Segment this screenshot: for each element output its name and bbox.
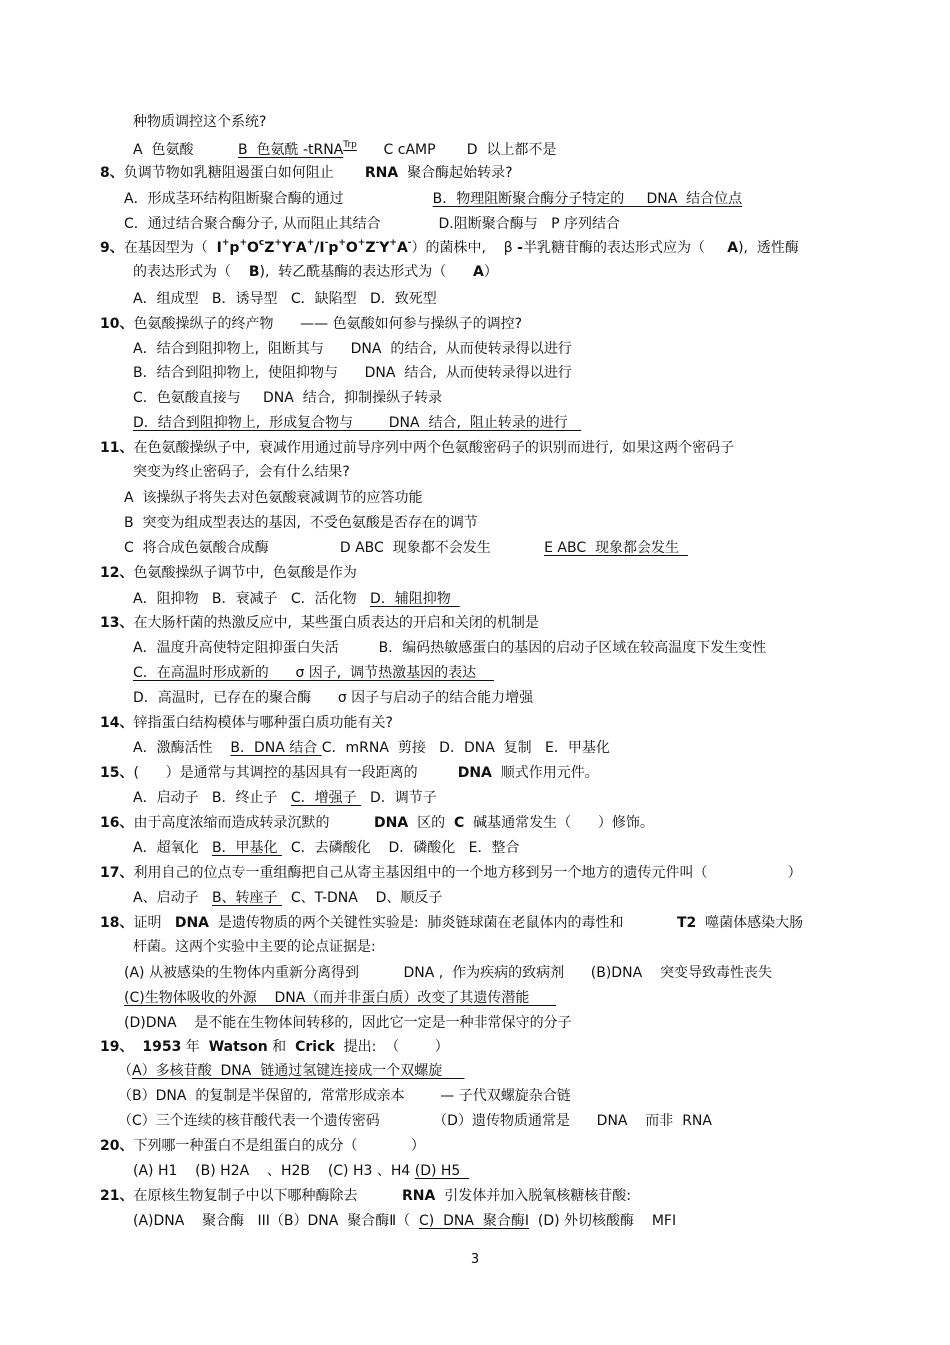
line-text: Watson <box>208 1039 268 1055</box>
answer-text: E ABC 现象都会发生 <box>544 540 688 556</box>
line-text: D．调节子 <box>361 790 437 806</box>
line-text: 15、 <box>100 765 134 781</box>
text-line <box>100 438 734 458</box>
line-text: （C）三个连续的核苷酸代表一个遗传密码 （D）遗传物质通常是 DNA 而非 RNA <box>118 1113 712 1129</box>
line-text: 18、 <box>100 915 134 931</box>
line-text: - <box>324 238 329 248</box>
line-text: DNA <box>374 815 409 831</box>
answer-text: B 色氨酰 -tRNA <box>237 142 344 158</box>
text-line <box>133 888 442 908</box>
line-text: 9、 <box>100 240 124 256</box>
text-line <box>100 163 513 183</box>
text-line <box>133 688 533 708</box>
text-line <box>133 289 437 309</box>
line-text: ） <box>483 264 498 280</box>
text-line <box>133 413 581 433</box>
line-text: + <box>221 238 230 248</box>
line-text: c <box>258 238 265 248</box>
line-text: A <box>473 264 484 280</box>
line-text: 色氨酸操纵子的终产物 —— 色氨酸如何参与操纵子的调控? <box>133 316 523 332</box>
text-line <box>100 238 799 258</box>
line-text: 负调节物如乳糖阻遏蛋白如何阻止 <box>123 165 365 181</box>
line-text: RNA <box>402 1188 436 1204</box>
line-text: C cAMP D 以上都不是 <box>356 142 557 158</box>
line-text: 11、 <box>100 440 134 456</box>
answer-text: B．甲基化 <box>211 840 282 856</box>
text-line <box>124 214 620 234</box>
line-text: 下列哪一种蛋白不是组蛋白的成分（ ） <box>133 1138 425 1154</box>
text-line <box>100 1136 425 1156</box>
line-text: 10、 <box>100 316 134 332</box>
line-text: A．结合到阻抑物上, 阻断其与 DNA 的结合, 从而使转录得以进行 <box>133 341 572 357</box>
line-text: A．超氧化 <box>133 840 212 856</box>
line-text: Y <box>379 240 390 256</box>
text-line <box>133 638 766 658</box>
line-text: RNA <box>364 165 399 181</box>
answer-text: (D) H5 <box>414 1163 470 1179</box>
text-line <box>133 112 266 132</box>
text-line <box>118 1061 464 1081</box>
line-text: 由于高度浓缩而造成转录沉默的 <box>133 815 374 831</box>
line-text: A <box>727 240 739 256</box>
answer-text: Trp <box>343 140 357 150</box>
text-line <box>100 813 654 833</box>
line-text: 的表达形式为（ <box>133 264 249 280</box>
line-text: 12、 <box>100 565 134 581</box>
line-text: + <box>357 238 366 248</box>
line-text: - <box>517 240 523 256</box>
text-line <box>124 963 772 983</box>
line-text: C．去磷酸化 D．磷酸化 E．整合 <box>282 840 520 856</box>
line-text: A．启动子 B．终止子 <box>133 790 291 806</box>
line-text: A <box>396 240 408 256</box>
line-text: + <box>338 238 346 248</box>
line-text: Crick <box>295 1039 335 1055</box>
line-text: A．组成型 B．诱导型 C．缺陷型 D．致死型 <box>133 291 437 307</box>
text-line <box>133 838 519 858</box>
line-text: 半乳糖苷酶的表达形式应为（ <box>522 240 728 256</box>
line-text: 色氨酸操纵子调节中, 色氨酸是作为 <box>133 565 357 581</box>
text-line <box>133 738 610 758</box>
line-text: C．通过结合聚合酶分子, 从而阻止其结合 D.阻断聚合酶与 P 序列结合 <box>124 216 621 232</box>
line-text: 年 <box>181 1039 209 1055</box>
line-text: 杆菌。这两个实验中主要的论点证据是: <box>133 939 376 955</box>
line-text: ), 转乙酰基酶的表达形式为（ <box>259 264 473 280</box>
answer-text: B．物理阻断聚合酶分子特定的 DNA 结合位点 <box>432 191 743 207</box>
line-text: ( ）是通常与其调控的基因具有一段距离的 <box>133 765 458 781</box>
line-text: （ <box>118 1063 132 1079</box>
line-text: A 色氨酸 <box>133 142 238 158</box>
text-line <box>100 1037 449 1057</box>
line-text: /I <box>314 240 325 256</box>
line-text: 聚合酶起始转录? <box>398 165 513 181</box>
text-line <box>124 488 422 508</box>
line-text: 顺式作用元件。 <box>491 765 599 781</box>
line-text: ), 透性酶 <box>738 240 799 256</box>
line-text: 种物质调控这个系统? <box>133 114 267 130</box>
text-line <box>133 1161 469 1181</box>
line-text: T2 <box>676 915 697 931</box>
text-line <box>100 863 802 883</box>
line-text: A．阻抑物 B．衰减子 C．活化物 <box>133 591 371 607</box>
line-text: (A) H1 (B) H2A 、H2B (C) H3 、H4 <box>133 1163 415 1179</box>
answer-text: A）多核苷酸 DNA 链通过氢键连接成一个双螺旋 <box>132 1063 465 1079</box>
line-text: 是遗传物质的两个关键性实验是: 肺炎链球菌在老鼠体内的毒性和 <box>209 915 677 931</box>
line-text: - <box>375 238 380 248</box>
line-text: (D) 外切核酸酶 MFI <box>529 1213 677 1229</box>
line-text: （B）DNA 的复制是半保留的, 常常形成亲本 — 子代双螺旋杂合链 <box>118 1088 571 1104</box>
line-text: 17、 <box>100 865 134 881</box>
line-text: 在色氨酸操纵子中, 衰减作用通过前导序列中两个色氨酸密码子的识别而进行, 如果这两个密码子 <box>133 440 735 456</box>
text-line <box>133 140 556 160</box>
text-line <box>124 538 688 558</box>
answer-text: B．DNA 结合 <box>230 740 322 756</box>
text-line <box>133 262 498 282</box>
line-text: 在原核生物复制子中以下哪种酶除去 <box>133 1188 402 1204</box>
line-text: 噬菌体感染大肠 <box>696 915 804 931</box>
text-line <box>124 988 556 1008</box>
line-text: D．高温时, 已存在的聚合酶 σ 因子与启动子的结合能力增强 <box>133 690 534 706</box>
line-text: 提出: （ ） <box>334 1039 449 1055</box>
answer-text: C．在高温时形成新的 σ 因子, 调节热激基因的表达 <box>133 665 494 681</box>
line-text: 引发体并加入脱氧核糖核苷酸: <box>435 1188 631 1204</box>
line-text: A．温度升高使特定阻抑蛋白失活 B．编码热敏感蛋白的基因的启动子区域在较高温度下发生变性 <box>133 640 767 656</box>
text-line <box>133 663 494 683</box>
line-text: A．形成茎环结构阻断聚合酶的通过 <box>124 191 433 207</box>
line-text: 和 <box>267 1039 296 1055</box>
line-text: (A) 从被感染的生物体内重新分离得到 DNA , 作为疾病的致病剂 (B)DNA 突变导致毒性丧失 <box>124 965 772 981</box>
line-text: p <box>229 240 240 256</box>
text-line <box>133 788 437 808</box>
line-text: C．mRNA 剪接 D．DNA 复制 E．甲基化 <box>321 740 610 756</box>
line-text: C <box>454 815 465 831</box>
line-text: 20、 <box>100 1138 134 1154</box>
line-text: 8、 <box>100 165 124 181</box>
line-text: (D)DNA 是不能在生物体间转移的, 因此它一定是一种非常保守的分子 <box>124 1015 572 1031</box>
line-text: I <box>216 240 222 256</box>
line-text: - <box>407 238 412 248</box>
line-text: 锌指蛋白结构模体与哪种蛋白质功能有关? <box>133 715 393 731</box>
text-line <box>100 763 599 783</box>
text-line <box>124 513 478 533</box>
line-text: + <box>239 238 247 248</box>
line-text: (A)DNA 聚合酶 III（B）DNA 聚合酶Ⅱ（ <box>133 1213 419 1229</box>
text-line <box>133 937 376 957</box>
line-text: 碱基通常发生（ ）修饰。 <box>464 815 654 831</box>
text-line <box>124 189 742 209</box>
line-text: A、启动子 <box>133 890 212 906</box>
text-line <box>133 388 442 408</box>
line-text: B <box>248 264 260 280</box>
line-text: 13、 <box>100 615 134 631</box>
line-text: Z <box>264 240 275 256</box>
text-line <box>133 1211 676 1231</box>
line-text: A．激酶活性 <box>133 740 231 756</box>
line-text: 在大肠杆菌的热激反应中, 某些蛋白质表达的开启和关闭的机制是 <box>133 615 539 631</box>
line-text: O <box>247 240 259 256</box>
text-line <box>133 589 460 609</box>
text-line <box>100 613 539 633</box>
line-text: DNA <box>457 765 492 781</box>
text-line <box>133 462 350 482</box>
text-line <box>118 1086 571 1106</box>
line-text: 21、 <box>100 1188 134 1204</box>
line-text: ）的菌株中, β <box>411 240 518 256</box>
line-text: 突变为终止密码子, 会有什么结果? <box>133 464 350 480</box>
text-line <box>100 713 393 733</box>
line-text: A <box>295 240 307 256</box>
text-line <box>133 339 572 359</box>
text-line <box>118 1111 712 1131</box>
line-text: + <box>274 238 282 248</box>
line-text: 在基因型为（ <box>123 240 217 256</box>
line-text: 16、 <box>100 815 134 831</box>
line-text: 1953 <box>142 1039 182 1055</box>
line-text: Y <box>281 240 293 256</box>
line-text: B．结合到阻抑物上, 使阻抑物与 DNA 结合, 从而使转录得以进行 <box>133 365 572 381</box>
answer-text: D．辅阻抑物 <box>370 591 460 607</box>
line-text: C．色氨酸直接与 DNA 结合, 抑制操纵子转录 <box>133 390 443 406</box>
answer-text: D．结合到阻抑物上, 形成复合物与 DNA 结合, 阻止转录的进行 <box>133 415 582 431</box>
line-text: p <box>328 240 339 256</box>
line-text: 区的 <box>408 815 454 831</box>
answer-text: C．增强子 <box>290 790 362 806</box>
line-text: A 该操纵子将失去对色氨酸衰减调节的应答功能 <box>124 490 423 506</box>
line-text: B 突变为组成型表达的基因, 不受色氨酸是否存在的调节 <box>124 515 478 531</box>
line-text: 19、 <box>100 1039 134 1055</box>
line-text: 证明 <box>133 915 175 931</box>
line-text: + <box>389 238 397 248</box>
text-line <box>133 363 572 383</box>
line-text: C、T-DNA D、顺反子 <box>282 890 443 906</box>
line-text: DNA <box>174 915 210 931</box>
line-text: 14、 <box>100 715 134 731</box>
answer-text: C) DNA 聚合酶Ⅰ <box>419 1213 529 1229</box>
answer-text: B、转座子 <box>211 890 282 906</box>
line-text: C 将合成色氨酸合成酶 D ABC 现象都不会发生 <box>124 540 545 556</box>
line-text: 利用自己的位点专一重组酶把自己从寄主基因组中的一个地方移到另一个地方的遗传元件叫（ ） <box>133 865 802 881</box>
line-text: - <box>292 238 296 248</box>
line-text: O <box>345 240 358 256</box>
text-line <box>124 1013 572 1033</box>
text-line <box>100 913 803 933</box>
text-line <box>100 563 357 583</box>
answer-text: (C)生物体吸收的外源 DNA（而并非蛋白质）改变了其遗传潜能 <box>124 990 557 1006</box>
text-line <box>100 314 522 334</box>
line-text: + <box>306 238 315 248</box>
line-text: Z <box>365 240 376 256</box>
text-line <box>100 1186 631 1206</box>
page-number: 3 <box>470 1252 480 1267</box>
